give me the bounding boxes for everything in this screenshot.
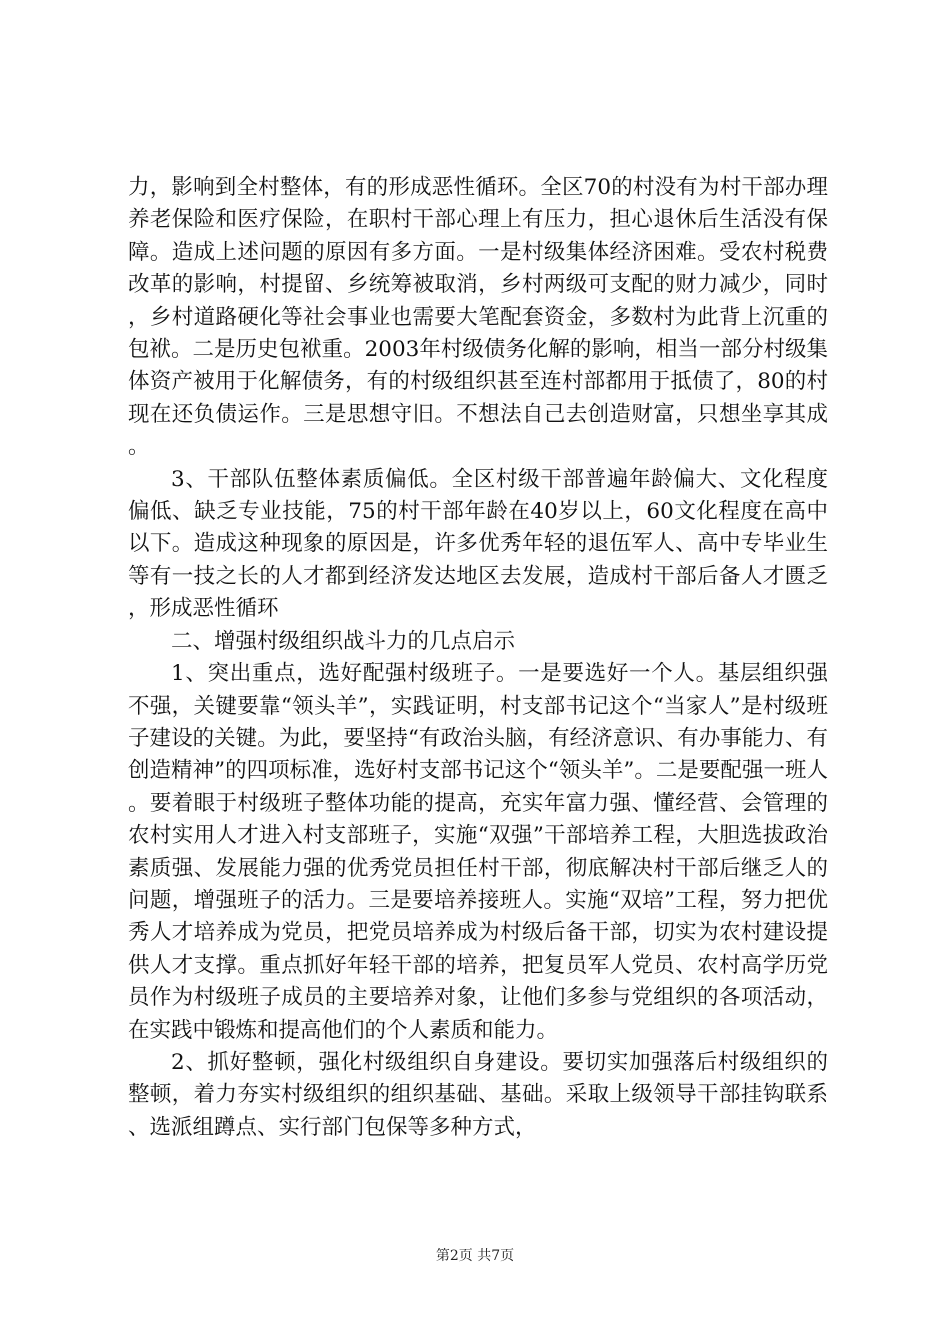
- paragraph-4: 2、抓好整顿，强化村级组织自身建设。要切实加强落后村级组织的整顿，着力夯实村级组织的组织基础、基础。采取上级领导干部挂钩联系、选派组蹲点、实行部门包保等多种方式，: [128, 1049, 828, 1140]
- document-body: [128, 172, 828, 1144]
- section-heading: 二、增强村级组织战斗力的几点启示: [171, 628, 516, 654]
- page-number-footer: 第2页 共7页: [435, 1248, 515, 1264]
- paragraph-3: 1、突出重点，选好配强村级班子。一是要选好一个人。基层组织强不强，关键要靠“领头羊”，实践证明，村支部书记这个“当家人”是村级班子建设的关键。为此，要坚持“有政治头脑，有经济意识、有办事能力、有创造精神”的四项标准，选好村支部书记这个“领头羊”。二是要配强一班人。要着眼于村级班子整体功能的提高，充实年富力强、懂经营、会管理的农村实用人才进入村支部班子，实施“双强”干部培养工程，大胆选拔政治素质强、发展能力强的优秀党员担任村干部，彻底解决村干部后继乏人的问题，增强班子的活力。三是要培养接班人。实施“双培”工程，努力把优秀人才培养成为党员，把党员培养成为村级后备干部，切实为农村建设提供人才支撑。重点抓好年轻干部的培养，把复员军人党员、农村高学历党员作为村级班子成员的主要培养对象，让他们多参与党组织的各项活动，在实践中锻炼和提高他们的个人素质和能力。: [128, 661, 828, 1043]
- paragraph-1: 力，影响到全村整体，有的形成恶性循环。全区70的村没有为村干部办理养老保险和医疗保险，在职村干部心理上有压力，担心退休后生活没有保障。造成上述问题的原因有多方面。一是村级集体经济困难。受农村税费改革的影响，村提留、乡统筹被取消，乡村两级可支配的财力减少，同时，乡村道路硬化等社会事业也需要大笔配套资金，多数村为此背上沉重的包袱。二是历史包袱重。2003年村级债务化解的影响，相当一部分村级集体资产被用于化解债务，有的村级组织甚至连村部都用于抵债了，80的村现在还负债运作。三是思想守旧。不想法自己去创造财富，只想坐享其成。: [128, 175, 828, 460]
- paragraph-2: 3、干部队伍整体素质偏低。全区村级干部普遍年龄偏大、文化程度偏低、缺乏专业技能，75的村干部年龄在40岁以上，60文化程度在高中以下。造成这种现象的原因是，许多优秀年轻的退伍军人、高中专毕业生等有一技之长的人才都到经济发达地区去发展，造成村干部后备人才匮乏，形成恶性循环: [128, 466, 828, 622]
